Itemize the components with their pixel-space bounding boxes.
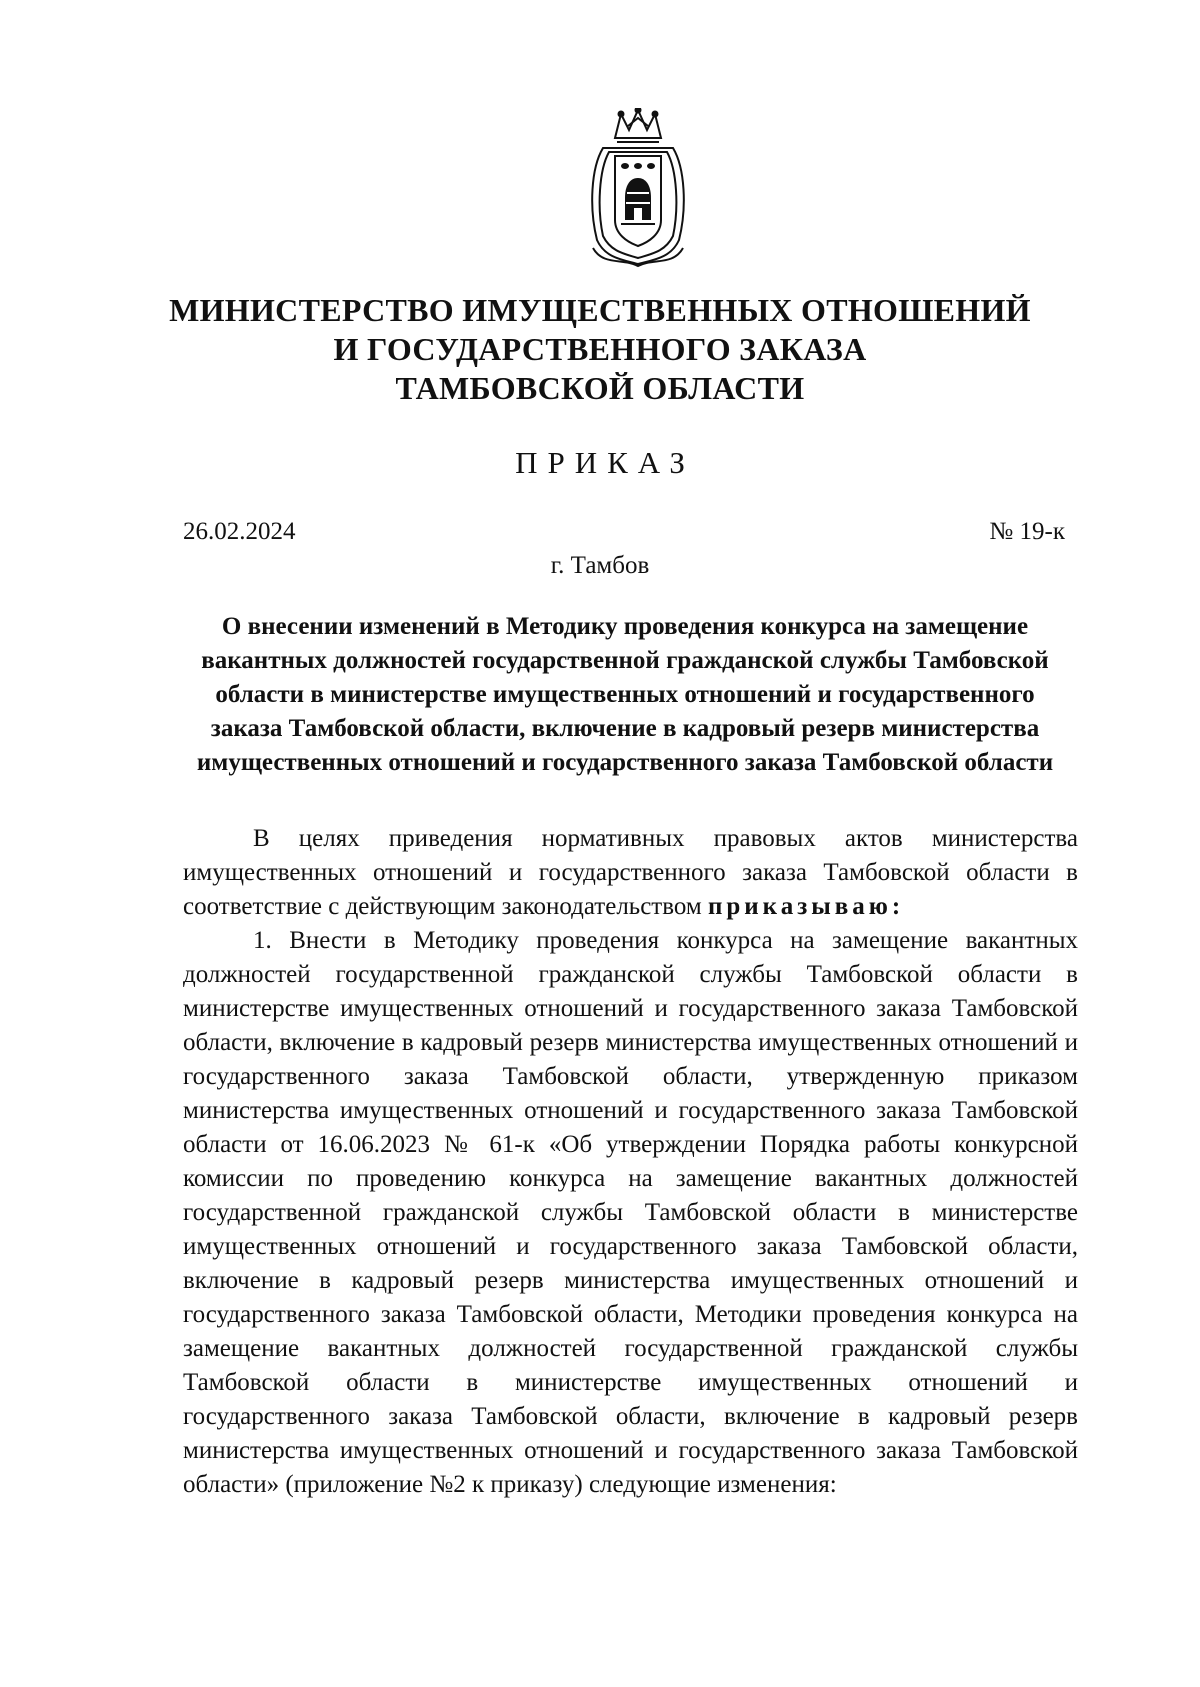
ministry-name-line-3: ТАМБОВСКОЙ ОБЛАСТИ bbox=[395, 370, 805, 406]
order-keyword: приказываю: bbox=[707, 893, 905, 920]
preamble-text: В целях приведения нормативных правовых актов министерства имущественных отношений и государственного заказа Тамбовской области в соответствие с действующим законодательством bbox=[183, 825, 1078, 920]
order-item-1-text: 1. Внести в Методику проведения конкурса на замещение вакантных должностей государственной гражданской службы Тамбовской области в министерстве имущественных отношений и государственного заказа Тамбовской области, включение в кадровый резерв министерства имущественных отношений и государственного заказа Тамбовской области, утвержденную приказом министерства имущественных отношений и государственного заказа Тамбовской области от 16.06.2023 № 61-к «Об утверждении Порядка работы конкурсной комиссии по проведению конкурса на замещение вакантных должностей государственной гражданской службы Тамбовской области в министерстве имущественных отношений и государственного заказа Тамбовской области, включение в кадровый резерв министерства имущественных отношений и государственного заказа Тамбовской области, Методики проведения конкурса на замещение вакантных должностей государственной гражданской службы Тамбовской области в министерстве имущественных отношений и государственного заказа Тамбовской области, включение в кадровый резерв министерства имущественных отношений и государственного заказа Тамбовской области» (приложение №2 к приказу) следующие изменения: bbox=[183, 927, 1078, 1498]
order-item-1-paragraph bbox=[183, 924, 1078, 1502]
preamble-paragraph bbox=[183, 822, 1078, 924]
document-type-title: ПРИКАЗ bbox=[515, 445, 695, 480]
document-date: 26.02.2024 bbox=[183, 518, 296, 545]
ministry-name-line-2: И ГОСУДАРСТВЕННОГО ЗАКАЗА bbox=[333, 331, 867, 367]
tambov-coat-of-arms-icon bbox=[583, 108, 693, 268]
ministry-name-line-1: МИНИСТЕРСТВО ИМУЩЕСТВЕННЫХ ОТНОШЕНИЙ bbox=[169, 292, 1031, 328]
document-city: г. Тамбов bbox=[550, 552, 650, 579]
document-subject: О внесении изменений в Методику проведения конкурса на замещение вакантных должностей государственной гражданской службы Тамбовской области в министерстве имущественных отношений и государственного заказа Тамбовской области, включение в кадровый резерв министерства имущественных отношений и государственного заказа Тамбовской области bbox=[196, 613, 1054, 776]
document-number: № 19-к bbox=[989, 518, 1065, 545]
